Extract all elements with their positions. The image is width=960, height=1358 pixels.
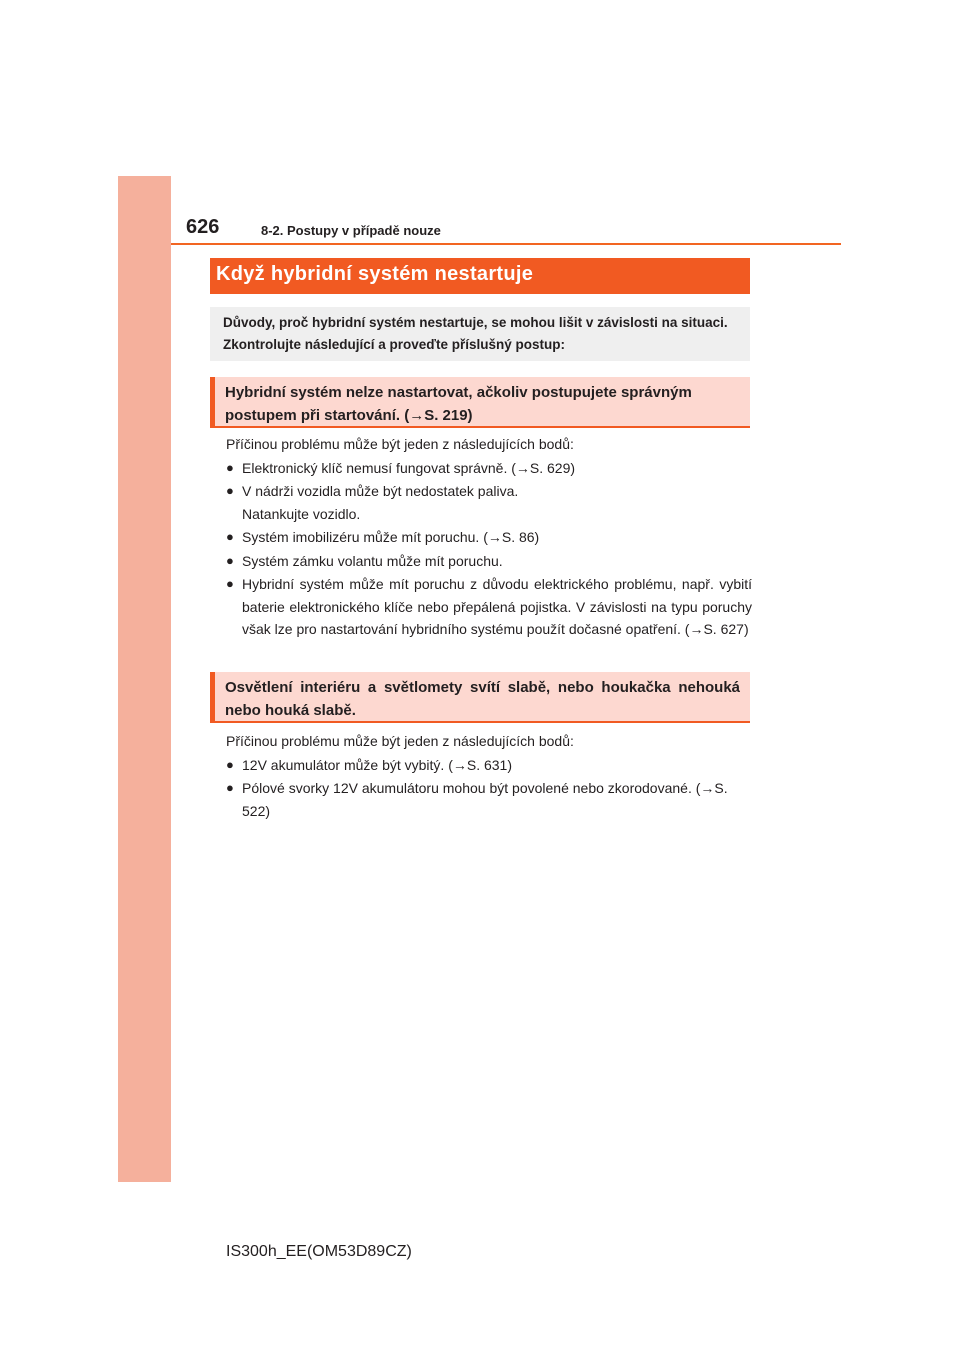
list-item: ● Pólové svorky 12V akumulátoru mohou být povolené nebo zkorodované. (→S. 522)	[226, 777, 752, 822]
section2-heading	[210, 672, 750, 723]
bullet-icon: ●	[226, 780, 234, 795]
section1-heading-line2: postupem při startování. (→S. 219)	[225, 407, 473, 424]
section1-intro: Příčinou problému může být jeden z následujících bodů:	[226, 436, 574, 452]
bullet-icon: ●	[226, 459, 234, 475]
list-item: ● 12V akumulátor může být vybitý. (→S. 631)	[226, 754, 752, 777]
section2-body	[226, 730, 752, 822]
intro-line-2: Zkontrolujte následující a proveďte příslušný postup:	[223, 337, 566, 352]
main-heading	[210, 258, 750, 294]
document-code: IS300h_EE(OM53D89CZ)	[226, 1243, 412, 1260]
bullet-icon: ●	[226, 529, 234, 544]
list-item: ● Systém imobilizéru může mít poruchu. (→S. 86)	[226, 526, 752, 549]
bullet-icon: ●	[226, 576, 234, 591]
list-item: ● Systém zámku volantu může mít poruchu.	[226, 550, 752, 573]
intro-box	[210, 307, 750, 361]
bullet-icon: ●	[226, 483, 234, 498]
bullet-icon: ●	[226, 756, 234, 772]
section2-intro: Příčinou problému může být jeden z následujících bodů:	[226, 733, 574, 749]
page-number: 626	[186, 216, 220, 238]
list-item: ● Hybridní systém může mít poruchu z důvodu elektrického problému, např. vybití baterie elektronického klíče nebo přepálená pojistka. V závislosti na typu poruchy však lze pro nastartování hybridního systému použít dočasné opatření. (→S. 627)	[226, 573, 752, 641]
section-title: 8-2. Postupy v případě nouze	[261, 223, 441, 238]
bullet-icon: ●	[226, 552, 234, 568]
list-item: ● Elektronický klíč nemusí fungovat správně. (→S. 629)	[226, 457, 752, 480]
section1-heading	[210, 377, 750, 428]
main-heading-text: Když hybridní systém nestartuje	[216, 263, 534, 285]
list-item: ● V nádrži vozidla může být nedostatek paliva. Natankujte vozidlo.	[226, 480, 752, 525]
section2-heading-text: Osvětlení interiéru a světlomety svítí slabě, nebo houkačka nehouká nebo houká slabě.	[225, 679, 740, 719]
list-item-subtext: Natankujte vozidlo.	[242, 505, 361, 522]
section1-body	[226, 433, 752, 641]
chapter-side-tab	[118, 176, 171, 1182]
section1-heading-line1: Hybridní systém nelze nastartovat, ačkoliv postupujete správným	[225, 384, 692, 401]
header-rule	[171, 243, 841, 245]
intro-line-1: Důvody, proč hybridní systém nestartuje, se mohou lišit v závislosti na situaci.	[223, 315, 728, 330]
